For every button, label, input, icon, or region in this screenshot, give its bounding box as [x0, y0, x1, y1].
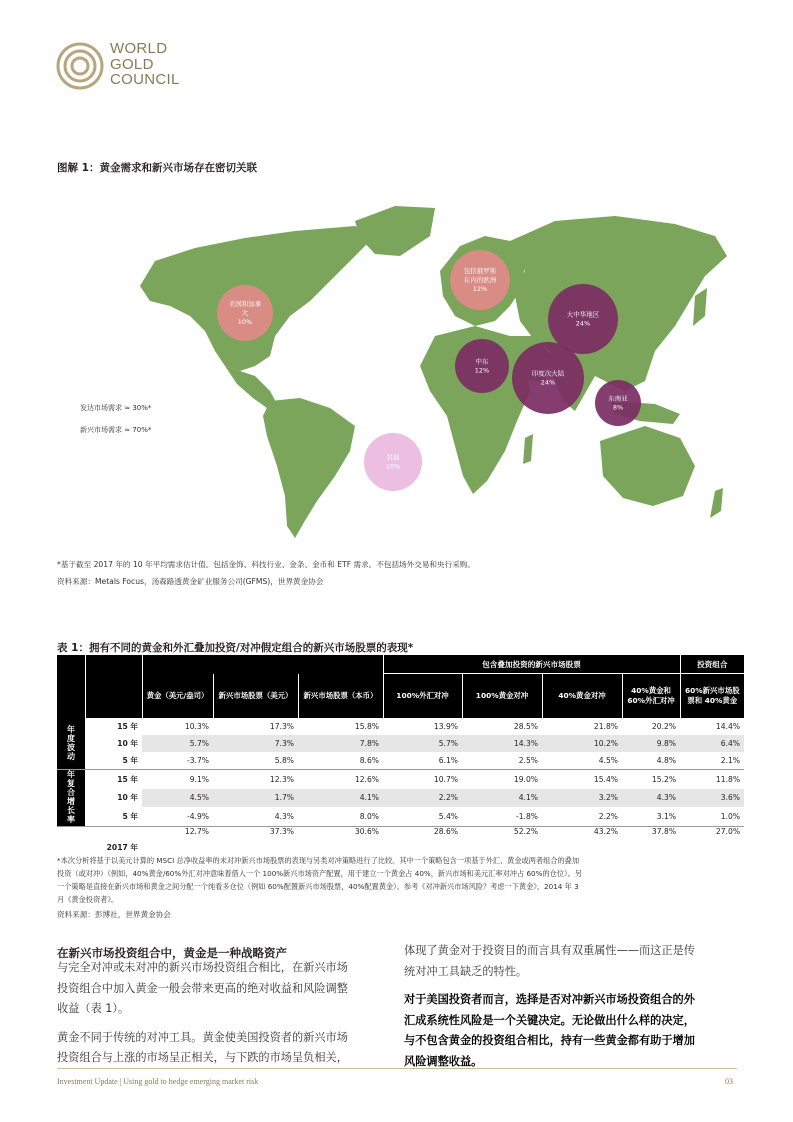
body-left-line-5: 投资组合与上涨的市场呈正相关，与下跌的市场呈负相关， [57, 1051, 348, 1064]
table-cell: 43.2% [542, 827, 622, 854]
body-left-column [57, 958, 348, 1069]
madagascar-shape [523, 434, 533, 464]
table-cell: 9.8% [622, 735, 680, 752]
portfolio-header: 投资组合 [680, 655, 744, 674]
world-map-landmass [140, 206, 727, 538]
world-gold-council-logo [55, 41, 205, 91]
japan-shape [693, 288, 707, 326]
table-cell: -4.9% [186, 812, 209, 822]
table-cell: 6.1% [438, 756, 458, 765]
table-cell: 15.2% [622, 770, 680, 789]
table-cell: 3.2% [542, 789, 622, 808]
australia-shape [600, 426, 695, 506]
column-header-7: 40%黄金和 60%外汇对冲 [622, 674, 680, 719]
blank-cell [57, 827, 85, 854]
table-body [57, 718, 744, 853]
table-cell: 1.7% [213, 789, 298, 808]
table-cell: 3.6% [680, 789, 744, 808]
figure-note: *基于截至 2017 年的 10 年平均需求估计值。包括金饰、科技行业、金条、金币和 ETF 需求。不包括场外交易和央行采购。 [57, 560, 475, 569]
table-cell: 6.4% [680, 735, 744, 752]
table-cell: 4.3% [274, 812, 294, 822]
body-left-line-3: 收益（表 1）。 [57, 1002, 130, 1015]
table-note-3: 一个策略是直接在新兴市场和黄金之间分配一个纯看多仓位（例如 60%配置新兴市场股票，40%配置黄金）。参考《对冲新兴市场风险？考虑一下黄金》，2014 年 3 [57, 882, 579, 891]
header-blank-1 [57, 655, 85, 718]
logo-line-1: WORLD [110, 40, 168, 57]
bubble-1 [217, 285, 273, 341]
table-cell: 4.3% [622, 789, 680, 808]
column-header-1: 黄金（美元/盎司） [142, 674, 213, 719]
table-cell: 7.3% [213, 735, 298, 752]
table-cell: 37.8% [622, 827, 680, 854]
bubble-label: 其他 [386, 453, 400, 462]
table-cell: 28.5% [513, 722, 538, 731]
column-header-6: 40%黄金对冲 [542, 674, 622, 719]
column-headers [57, 674, 744, 719]
table-cell: 15.4% [542, 770, 622, 789]
bubble-label: 大中华地区 [566, 310, 600, 319]
table-cell: 9.1% [142, 770, 213, 789]
table-cell: 4.5% [142, 789, 213, 808]
table-row [57, 752, 744, 770]
table-cell: -3.7% [186, 756, 209, 765]
table-title: 表 1：拥有不同的黄金和外汇叠加投资/对冲假定组合的新兴市场股票的表现* [57, 642, 414, 654]
performance-table [57, 655, 744, 853]
bubble-4 [455, 339, 509, 393]
bubble-label: 大 [241, 309, 249, 317]
bubble-label: 东南亚 [608, 394, 628, 403]
bubble-6 [595, 380, 641, 426]
body-right-line-2: 统对冲工具缺乏的特性。 [404, 964, 528, 978]
column-header-2: 新兴市场股票（美元） [213, 674, 298, 719]
new-zealand-shape [710, 488, 723, 518]
bubble-3 [548, 284, 618, 354]
body-right-line-1: 体现了黄金对于投资目的而言具有双重属性——而这正是传 [404, 944, 695, 957]
table-cell: 10.3% [184, 722, 209, 731]
body-left-line-1: 与完全对冲或未对冲的新兴市场投资组合相比，在新兴市场 [57, 961, 348, 974]
body-right-column [404, 941, 695, 1072]
bubble-label: 10% [237, 318, 253, 326]
table-cell: 2.2% [383, 789, 462, 808]
body-right-bold-4: 风险调整收益。 [404, 1054, 483, 1068]
body-right-bold-3: 与不包含黄金的投资组合相比，持有一些黄金都有助于增加 [404, 1034, 695, 1047]
table-cell: 14.4% [715, 722, 741, 731]
table-cell: 2.2% [598, 812, 618, 822]
table-cell: 1.0% [720, 812, 741, 822]
bubble-label: 包括俄罗斯 [463, 267, 497, 275]
group-header: 包含叠加投资的新兴市场股票 [383, 655, 680, 674]
bubble-5 [512, 342, 584, 414]
table-cell: 12.6% [298, 770, 383, 789]
table-cell: 52.2% [462, 827, 542, 854]
body-left-line-4: 黄金不同于传统的对冲工具。黄金使美国投资者的新兴市场 [57, 1030, 348, 1044]
row-label: 10 年 [117, 793, 138, 803]
column-header-8: 60%新兴市场股票和 40%黄金 [680, 674, 744, 719]
table-row [57, 827, 744, 854]
bubble-2 [450, 250, 510, 310]
group-label-volatility [57, 718, 85, 770]
legend-developed: 发达市场需求 ≈ 30%* [80, 404, 152, 412]
central-america-shape [225, 366, 277, 408]
header-blank-2 [85, 655, 142, 718]
table-cell: 4.1% [298, 789, 383, 808]
table-cell: 37.3% [213, 827, 298, 854]
table-cell: 15.8% [354, 722, 379, 731]
group-label-text: 年度波动 [66, 724, 76, 761]
table-cell: 12.7% [142, 827, 213, 854]
table-cell: 17.3% [269, 722, 294, 731]
header-blank-3 [142, 655, 383, 674]
table-cell: 12.3% [213, 770, 298, 789]
table-cell: 5.7% [383, 735, 462, 752]
figure-source: 资料来源：Metals Focus，汤森路透黄金矿业服务公司(GFMS)，世界黄金协会 [57, 577, 324, 586]
bubble-label: 10% [385, 462, 401, 471]
bubble-label: 24% [540, 378, 556, 387]
row-label: 15 年 [117, 722, 138, 731]
bubble-label: 24% [575, 319, 591, 328]
column-header-3: 新兴市场股票（本币） [298, 674, 383, 719]
group-label-cagr [57, 770, 85, 827]
table-cell: 10.2% [542, 735, 622, 752]
legend-emerging: 新兴市场需求 ≈ 70%* [80, 426, 152, 434]
bubble-label: 12% [472, 285, 488, 293]
table-note-1: *本次分析将基于以美元计算的 MSCI 总净收益率的未对冲新兴市场股票的表现与另类对冲策略进行了比较。其中一个策略包含一项基于外汇、黄金或两者组合的叠加 [57, 856, 580, 865]
table-cell: 4.8% [656, 756, 677, 765]
row-label: 5 年 [122, 812, 138, 822]
table-cell: 14.3% [462, 735, 542, 752]
table-cell: 28.6% [383, 827, 462, 854]
logo-line-3: COUNCIL [110, 71, 180, 88]
table-row [57, 735, 744, 752]
table-cell: 13.9% [433, 722, 458, 731]
table-cell: 21.8% [593, 722, 618, 731]
table-cell: 8.0% [359, 812, 379, 822]
footer-rule [57, 1068, 737, 1069]
table-cell: 3.1% [656, 812, 677, 822]
bubble-label: 中东 [475, 357, 489, 366]
gold-rings-icon [55, 41, 105, 91]
bubble-label: 8% [612, 403, 624, 412]
column-header-5: 100%黄金对冲 [462, 674, 542, 719]
table-row [57, 789, 744, 808]
body-left-line-2: 投资组合中加入黄金一般会带来更高的绝对收益和风险调整 [57, 981, 348, 995]
table-note-2: 投资（或对冲）（例如，40%黄金/60%外汇对冲意味着借入一个 100%新兴市场资产配置，用于建立一个黄金占 40%，新兴市场和美元汇率对冲占 60%的仓位）。另 [57, 869, 582, 878]
logo-line-2: GOLD [110, 55, 154, 73]
table-cell: 5.4% [438, 812, 458, 822]
logo-wordmark [110, 41, 180, 88]
group-label-text: 年复合增长率 [66, 770, 76, 824]
table-row [57, 807, 744, 826]
table-cell: 2.5% [518, 756, 538, 765]
table-cell: 5.8% [274, 756, 294, 765]
table-cell: 10.7% [383, 770, 462, 789]
table-cell: 8.6% [359, 756, 379, 765]
table-cell: 4.1% [462, 789, 542, 808]
column-header-4: 100%外汇对冲 [383, 674, 462, 719]
footer-title: Investment Update | Using gold to hedge emerging market risk [57, 1077, 259, 1086]
body-right-bold-1: 对于美国投资者而言，选择是否对冲新兴市场投资组合的外 [404, 993, 695, 1006]
bubble-label: 12% [474, 366, 490, 375]
body-right-bold-2: 汇成系统性风险是一个关键决定。无论做出什么样的决定， [404, 1013, 695, 1027]
table-row [57, 718, 744, 735]
row-label: 10 年 [117, 739, 138, 748]
table-cell: 5.7% [142, 735, 213, 752]
greenland-shape [355, 206, 435, 256]
bubble-label: 在内的欧洲 [463, 276, 497, 284]
table-row [57, 770, 744, 789]
row-label: 5 年 [122, 756, 138, 765]
table-cell: -1.8% [515, 812, 538, 822]
table-cell: 4.5% [598, 756, 618, 765]
row-label: 15 年 [85, 770, 142, 789]
section-heading: 在新兴市场投资组合中，黄金是一种战略资产 [57, 946, 287, 960]
table-cell: 30.6% [298, 827, 383, 854]
table-cell: 2.1% [720, 756, 741, 765]
south-america-shape [263, 398, 355, 538]
bubble-label: 美国和加拿 [228, 300, 262, 308]
table-cell: 7.8% [298, 735, 383, 752]
page-number: 03 [725, 1077, 733, 1086]
row-label: 2017 年 [85, 827, 142, 854]
world-map-figure [55, 176, 745, 556]
table-cell: 11.8% [680, 770, 744, 789]
table-source: 资料来源：彭博社，世界黄金协会 [57, 910, 171, 919]
bubble-7 [364, 433, 422, 491]
figure-title: 图解 1：黄金需求和新兴市场存在密切关联 [57, 162, 257, 174]
table-cell: 20.2% [651, 722, 677, 731]
table-note-4: 月《黄金投资者》。 [57, 895, 119, 904]
table-cell: 27.0% [680, 827, 744, 854]
bubble-label: 印度次大陆 [531, 369, 565, 378]
table-cell: 19.0% [462, 770, 542, 789]
